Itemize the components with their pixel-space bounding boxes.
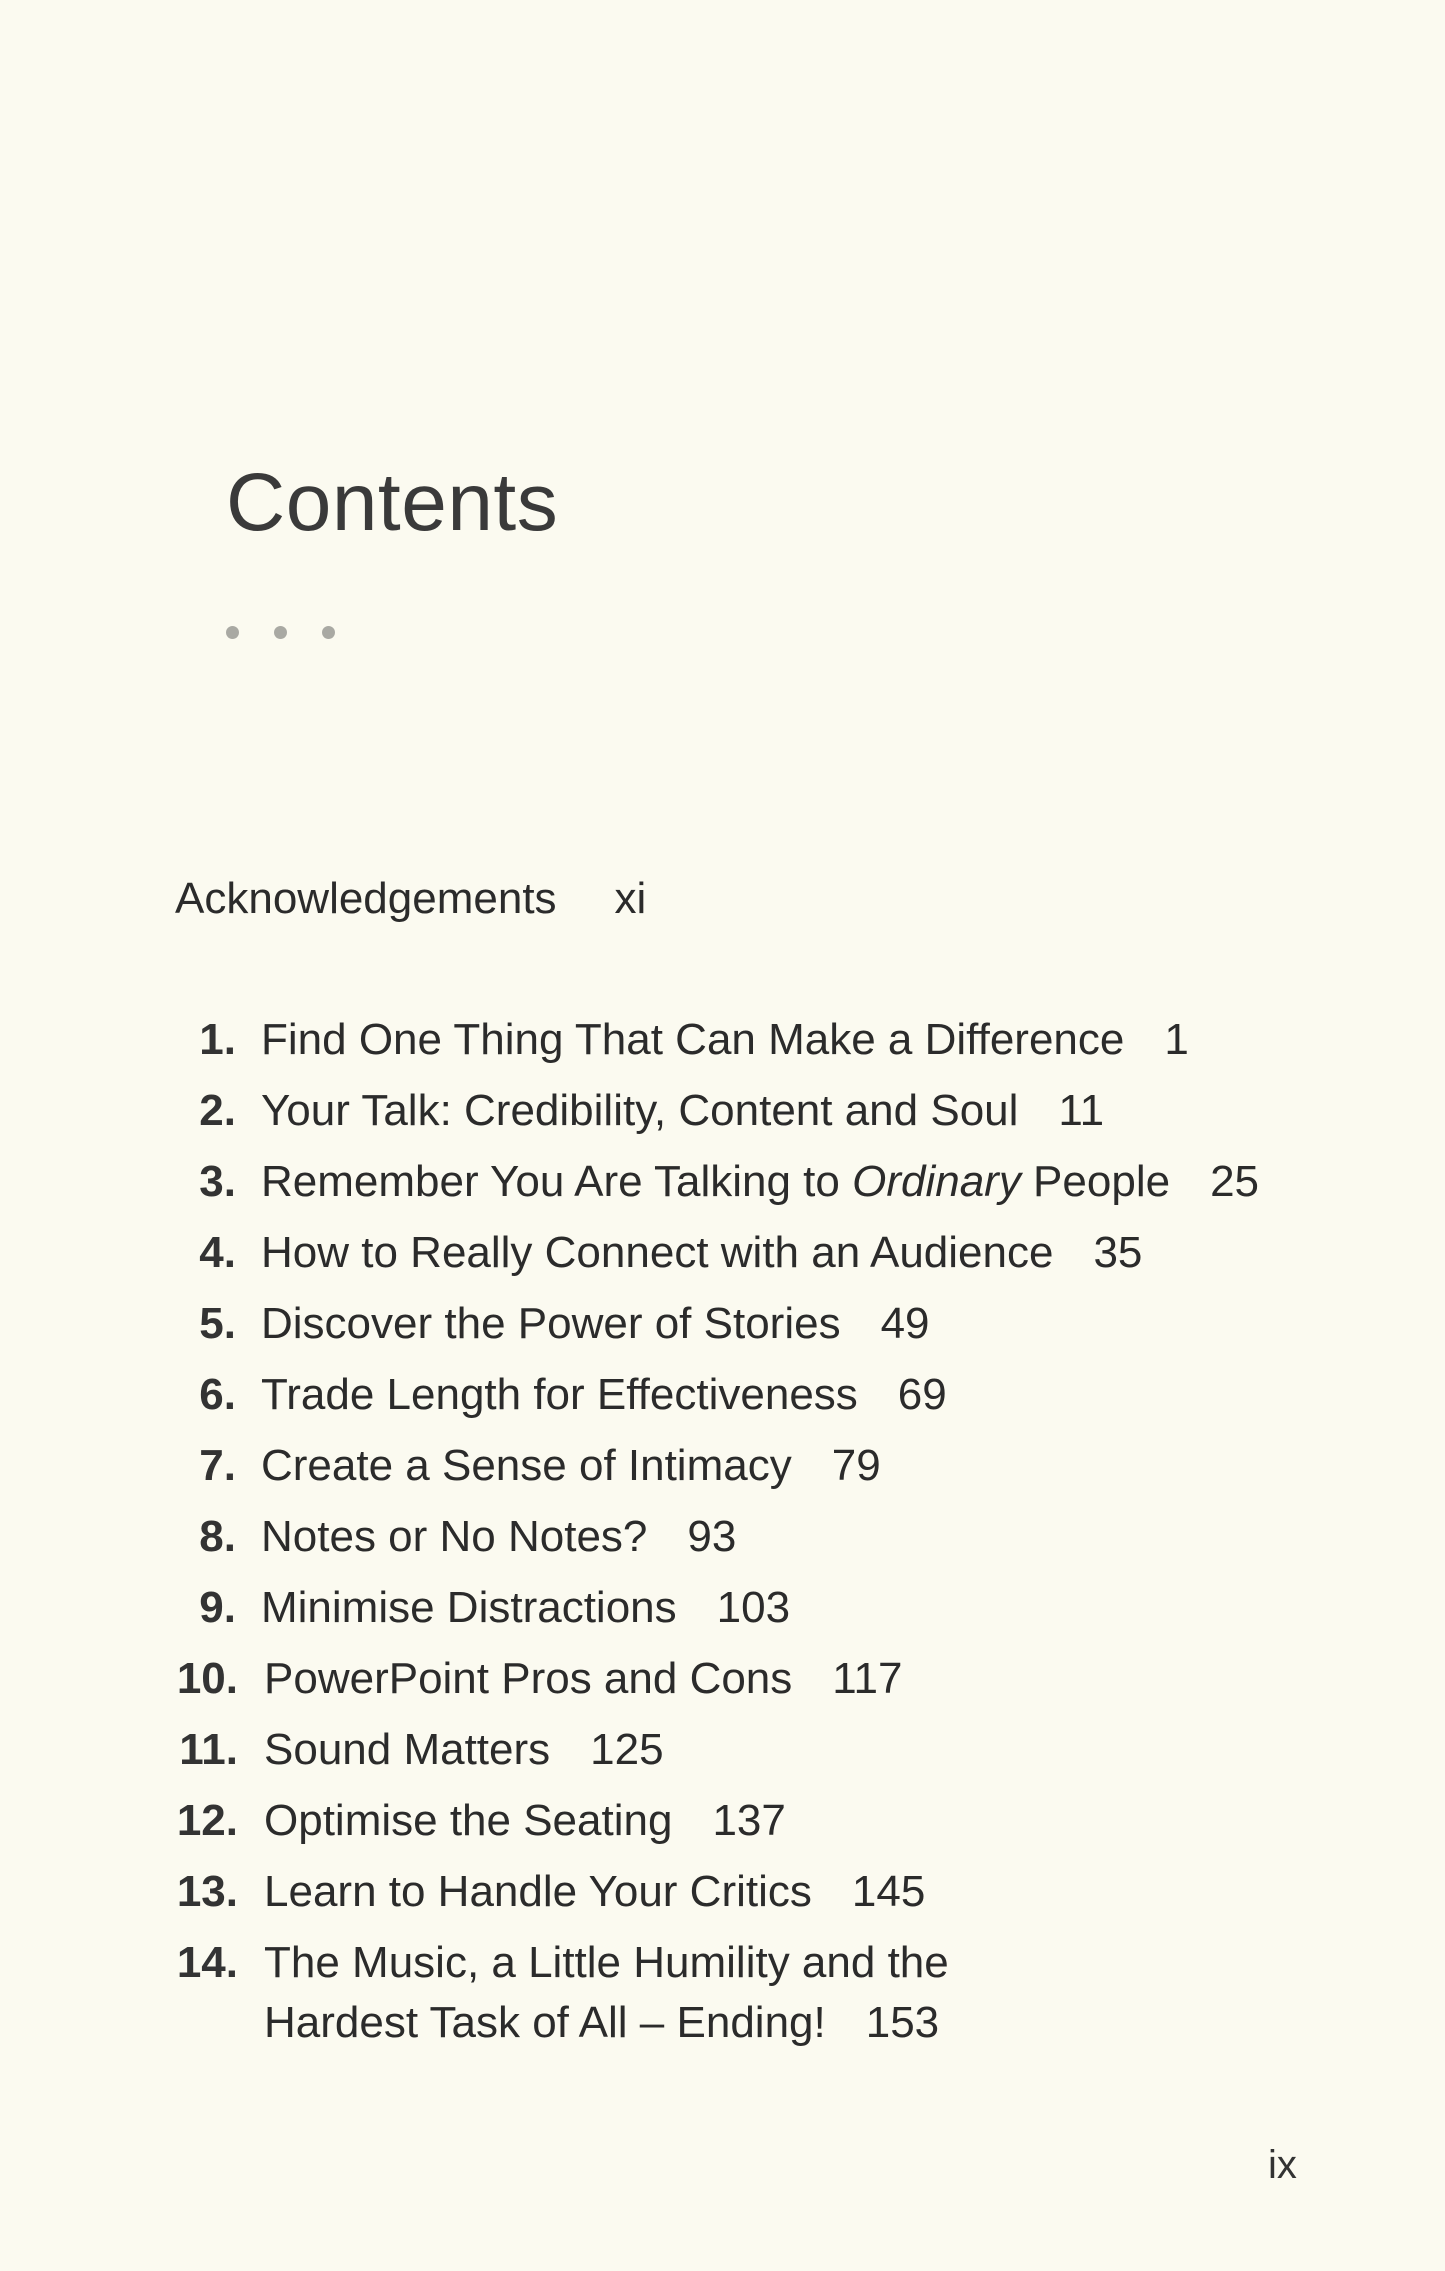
chapter-title-line-2: Hardest Task of All – Ending! xyxy=(264,1998,826,2047)
chapter-title: How to Really Connect with an Audience xyxy=(261,1228,1054,1277)
toc-entry-chapter-7[interactable] xyxy=(0,1436,1445,1507)
chapter-page: 125 xyxy=(590,1725,664,1774)
chapter-number: 1. xyxy=(199,1015,236,1064)
chapter-title: Remember You Are Talking to Ordinary People xyxy=(261,1157,1171,1206)
chapter-page: 79 xyxy=(831,1441,881,1490)
chapter-page: 103 xyxy=(716,1583,791,1632)
toc-entry-chapter-12[interactable] xyxy=(0,1791,1445,1862)
chapter-title: Optimise the Seating xyxy=(264,1796,673,1845)
toc-entry-chapter-5[interactable] xyxy=(0,1294,1445,1365)
chapter-title: PowerPoint Pros and Cons xyxy=(264,1654,793,1703)
chapter-page: 153 xyxy=(865,1998,940,2047)
chapter-page: 93 xyxy=(687,1512,737,1561)
chapter-title: Find One Thing That Can Make a Difference xyxy=(261,1015,1125,1064)
chapter-title: Learn to Handle Your Critics xyxy=(264,1867,812,1916)
chapter-number: 8. xyxy=(199,1512,236,1561)
toc-entry-chapter-1[interactable] xyxy=(0,1010,1445,1081)
chapter-number: 9. xyxy=(199,1583,236,1632)
chapter-page: 145 xyxy=(851,1867,926,1916)
ornament-dot xyxy=(322,626,335,639)
toc-entry-page: xi xyxy=(614,874,647,923)
chapter-page: 49 xyxy=(880,1299,930,1348)
chapter-title-line-1: The Music, a Little Humility and the xyxy=(264,1938,949,1987)
chapter-page: 117 xyxy=(832,1654,903,1703)
chapter-page: 11 xyxy=(1058,1086,1105,1135)
page-number: ix xyxy=(1268,2143,1297,2187)
chapter-page: 35 xyxy=(1093,1228,1143,1277)
toc-entry-chapter-13[interactable] xyxy=(0,1862,1445,1933)
chapter-title: Discover the Power of Stories xyxy=(261,1299,841,1348)
toc-entry-title: Acknowledgements xyxy=(175,874,557,923)
chapter-number: 3. xyxy=(199,1157,236,1206)
toc-entry-chapter-14[interactable] xyxy=(0,1933,1445,2063)
ornament-dot xyxy=(226,626,239,639)
chapter-number: 10. xyxy=(176,1654,238,1703)
chapter-number: 6. xyxy=(199,1370,236,1419)
toc-entry-acknowledgements[interactable] xyxy=(175,874,647,923)
chapter-number: 12. xyxy=(176,1796,238,1845)
toc-entry-chapter-11[interactable] xyxy=(0,1720,1445,1791)
chapter-title: Trade Length for Effectiveness xyxy=(261,1370,858,1419)
toc-entry-chapter-10[interactable] xyxy=(0,1649,1445,1720)
toc-entry-chapter-4[interactable] xyxy=(0,1223,1445,1294)
toc-entry-chapter-6[interactable] xyxy=(0,1365,1445,1436)
chapter-number: 14. xyxy=(176,1938,238,1987)
chapter-title: Your Talk: Credibility, Content and Soul xyxy=(261,1086,1019,1135)
chapter-number: 4. xyxy=(199,1228,236,1277)
chapter-page: 69 xyxy=(897,1370,947,1419)
chapter-number: 11. xyxy=(179,1725,238,1774)
chapter-title: Minimise Distractions xyxy=(261,1583,677,1632)
ornament-dots xyxy=(226,626,335,639)
chapter-title: Sound Matters xyxy=(264,1725,551,1774)
chapter-title: Create a Sense of Intimacy xyxy=(261,1441,792,1490)
chapter-number: 13. xyxy=(176,1867,238,1916)
table-of-contents xyxy=(0,1010,1445,2063)
toc-entry-chapter-8[interactable] xyxy=(0,1507,1445,1578)
chapter-number: 5. xyxy=(199,1299,236,1348)
chapter-page: 1 xyxy=(1164,1015,1189,1064)
chapter-page: 25 xyxy=(1210,1157,1260,1206)
chapter-number: 7. xyxy=(199,1441,236,1490)
chapter-number: 2. xyxy=(199,1086,236,1135)
ornament-dot xyxy=(274,626,287,639)
toc-entry-chapter-9[interactable] xyxy=(0,1578,1445,1649)
toc-entry-chapter-2[interactable] xyxy=(0,1081,1445,1152)
chapter-page: 137 xyxy=(712,1796,786,1845)
page-title: Contents xyxy=(226,457,559,548)
toc-entry-chapter-3[interactable] xyxy=(0,1152,1445,1223)
chapter-title: Notes or No Notes? xyxy=(261,1512,648,1561)
